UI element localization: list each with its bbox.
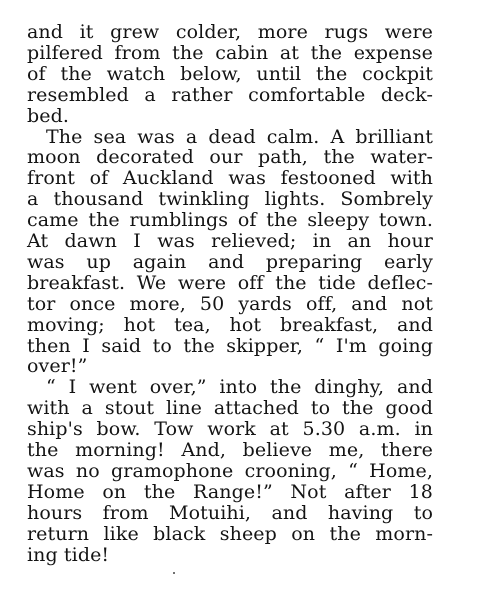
text-line: over!” (27, 355, 88, 378)
text-line: of the watch below, until the cockpit (27, 62, 433, 85)
text-line: moon decorated our path, the water- (27, 146, 433, 169)
text-line: bed. (27, 104, 70, 127)
text-line: was no gramophone crooning, “ Home, (27, 459, 433, 482)
text-line: breakfast. We were off the tide deflec- (27, 271, 433, 294)
text-line: a thousand twinkling lights. Sombrely (27, 188, 433, 211)
text-line: with a stout line attached to the good (27, 397, 433, 420)
text-line: At dawn I was relieved; in an hour (27, 230, 433, 252)
print-speck (173, 572, 175, 574)
text-line: was up again and preparing early (27, 250, 433, 273)
text-line: came the rumblings of the sleepy town. (27, 209, 433, 232)
text-line: ship's bow. Tow work at 5.30 a.m. in (27, 418, 433, 441)
text-line: front of Auckland was festooned with (27, 167, 433, 190)
text-line: moving; hot tea, hot breakfast, and (27, 313, 433, 336)
text-line: tor once more, 50 yards off, and not (27, 292, 433, 315)
text-line: Home on the Range!” Not after 18 (27, 480, 433, 503)
text-line: and it grew colder, more rugs were (27, 21, 433, 43)
text-line: The sea was a dead calm. A brilliant (46, 125, 433, 148)
text-line: pilfered from the cabin at the expense (27, 41, 433, 64)
text-line: “ I went over,” into the dinghy, and (46, 376, 433, 399)
text-line: the morning! And, believe me, there (27, 439, 433, 461)
text-line: resembled a rather comfortable deck- (27, 83, 433, 106)
text-line: then I said to the skipper, “ I'm going (27, 334, 433, 357)
text-line: ing tide! (27, 543, 110, 566)
text-line: hours from Motuihi, and having to (27, 501, 433, 524)
text-line: return like black sheep on the morn- (27, 522, 433, 545)
